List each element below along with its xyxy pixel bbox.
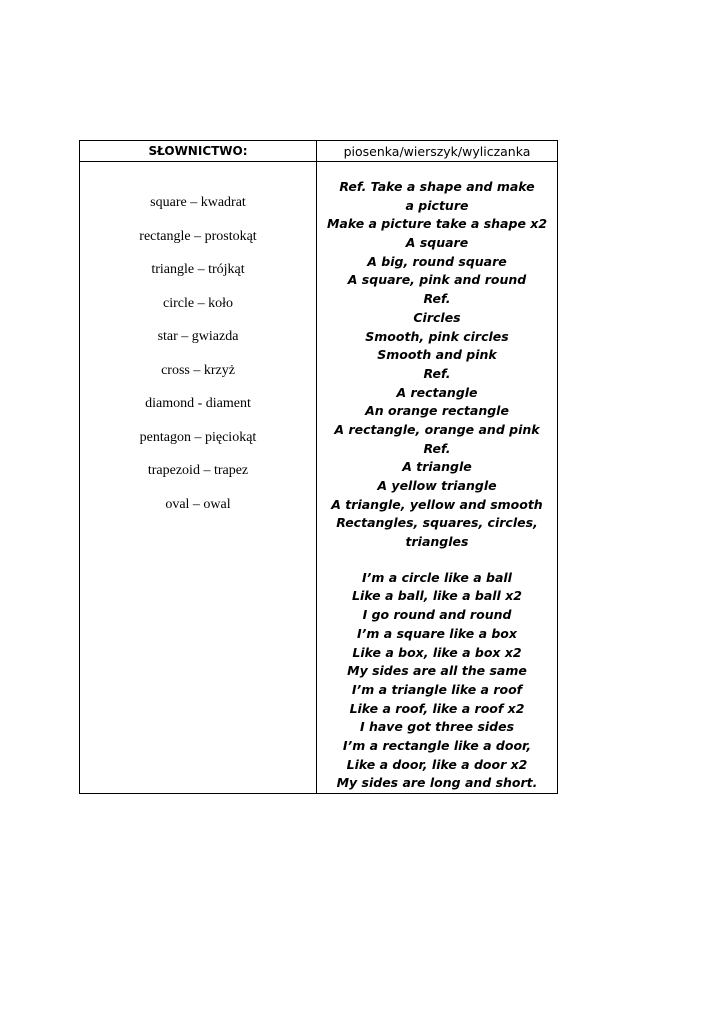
song-line: Smooth and pink	[377, 347, 497, 363]
song-line: I’m a circle like a ball	[362, 569, 512, 585]
song-line: Like a box, like a box x2	[352, 644, 522, 660]
song-line: A rectangle	[396, 384, 478, 400]
song-line: A triangle	[402, 459, 472, 475]
song-line: Like a door, like a door x2	[346, 756, 528, 772]
song-line: A triangle, yellow and smooth	[331, 496, 543, 512]
song-lyrics	[317, 162, 557, 793]
song-line: Rectangles, squares, circles,	[336, 515, 538, 531]
stanza-gap	[321, 552, 553, 569]
song-cell	[317, 162, 558, 794]
vocabulary-item: circle – koło	[163, 295, 233, 311]
table-header-row	[80, 141, 558, 162]
song-line: I’m a rectangle like a door,	[342, 737, 532, 753]
song-line: Make a picture take a shape x2	[326, 216, 548, 232]
vocabulary-item: cross – krzyż	[161, 362, 235, 378]
song-line: Smooth, pink circles	[365, 328, 509, 344]
song-line: I’m a square like a box	[357, 625, 517, 641]
song-line: I go round and round	[362, 607, 512, 623]
song-line: Like a roof, like a roof x2	[349, 700, 525, 716]
song-header: piosenka/wierszyk/wyliczanka	[317, 141, 558, 162]
song-line: Like a ball, like a ball x2	[352, 588, 522, 604]
vocabulary-item: star – gwiazda	[157, 329, 239, 344]
vocabulary-item: square – kwadrat	[150, 195, 246, 210]
song-line: My sides are long and short.	[336, 775, 538, 791]
vocabulary-item: trapezoid – trapez	[147, 463, 249, 478]
vocabulary-item: diamond - diament	[145, 396, 251, 411]
song-line: Ref.	[423, 440, 451, 456]
vocabulary-item: oval – owal	[165, 496, 231, 512]
table-body-row	[80, 162, 558, 794]
song-line: a picture	[405, 197, 469, 213]
song-line: I have got three sides	[359, 719, 515, 735]
song-line: triangles	[405, 534, 469, 550]
song-line: A big, round square	[367, 253, 507, 269]
vocabulary-song-table	[79, 140, 558, 794]
vocabulary-list	[80, 162, 316, 529]
song-line: My sides are all the same	[347, 663, 527, 679]
song-line: A square, pink and round	[347, 272, 527, 288]
song-line: I’m a triangle like a roof	[351, 681, 523, 697]
song-line: Ref.	[423, 365, 451, 381]
vocabulary-item: pentagon – pięciokąt	[139, 429, 257, 445]
vocabulary-item: triangle – trójkąt	[151, 262, 245, 277]
song-line: An orange rectangle	[365, 403, 509, 419]
song-line: A rectangle, orange and pink	[334, 421, 540, 437]
song-line: A yellow triangle	[377, 478, 497, 493]
vocabulary-header: SŁOWNICTWO:	[80, 141, 317, 162]
song-line: Circles	[413, 309, 461, 325]
song-line: A square	[405, 235, 469, 251]
song-line: Ref. Take a shape and make	[339, 179, 535, 194]
song-line: Ref.	[423, 291, 451, 307]
vocabulary-item: rectangle – prostokąt	[139, 228, 257, 244]
vocabulary-cell	[80, 162, 317, 794]
